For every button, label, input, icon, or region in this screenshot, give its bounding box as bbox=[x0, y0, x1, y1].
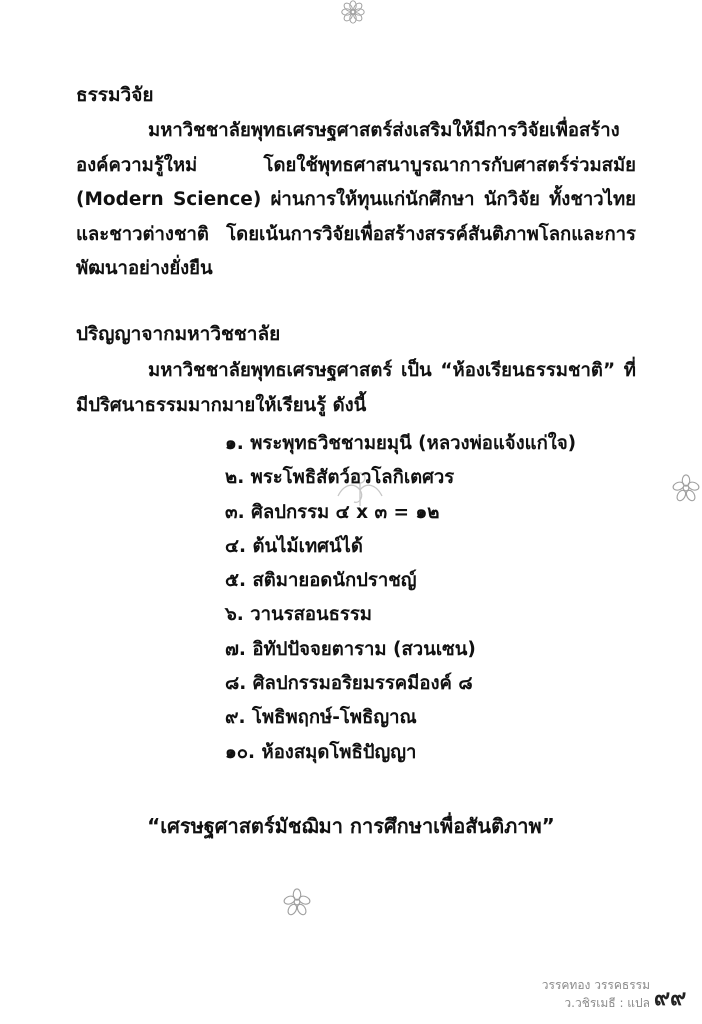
list-item: ๓. ศิลปกรรม ๔ x ๓ = ๑๒ bbox=[225, 501, 440, 523]
research-paragraph-text: มหาวิชชาลัยพุทธเศรษฐศาสตร์ส่งเสริมให้มีการวิจัยเพื่อสร้างองค์ความรู้ใหม่ โดยใช้พุทธศาสนาบูรณาการกับศาสตร์ร่วมสมัย (Modern Science) ผ่านการให้ทุนแก่นักศึกษา นักวิจัย ทั้งชาวไทยและชาวต่างชาติ โดยเน้นการวิจัยเพื่อสร้างสรรค์สันติภาพโลกและการพัฒนาอย่างยั่งยืน bbox=[76, 120, 636, 279]
flower-icon-bottom bbox=[283, 888, 311, 916]
list-item: ๙. โพธิพฤกษ์-โพธิญาณ bbox=[225, 707, 417, 729]
list-item: ๑๐. ห้องสมุดโพธิปัญญา bbox=[225, 741, 417, 763]
closing-quote: “เศรษฐศาสตร์มัชฌิมา การศึกษาเพื่อสันติภาพ” bbox=[147, 814, 555, 838]
research-paragraph bbox=[76, 114, 636, 287]
footer-book-title: วรรคทอง วรรคธรรม bbox=[541, 978, 650, 992]
page-number: ๙๙ bbox=[654, 986, 687, 1011]
section-heading-research: ธรรมวิจัย bbox=[76, 84, 154, 106]
list-item: ๘. ศิลปกรรมอริยมรรคมีองค์ ๘ bbox=[225, 673, 473, 695]
list-item: ๗. อิทัปปัจจยตาราม (สวนเซน) bbox=[225, 638, 476, 660]
degree-paragraph bbox=[76, 354, 636, 423]
list-item: ๔. ต้นไม้เทศน์ได้ bbox=[225, 535, 363, 557]
footer-translator: ว.วชิรเมธี : แปล bbox=[564, 996, 650, 1010]
list-item: ๖. วานรสอนธรรม bbox=[225, 604, 372, 626]
flower-icon-top bbox=[338, 0, 368, 24]
list-item: ๕. สติมายอดนักปราชญ์ bbox=[225, 570, 417, 592]
puzzle-list bbox=[225, 427, 576, 770]
section-heading-degree: ปริญญาจากมหาวิชชาลัย bbox=[76, 323, 281, 345]
list-item: ๒. พระโพธิสัตว์อวโลกิเตศวร bbox=[225, 467, 455, 489]
flower-icon-right bbox=[672, 474, 700, 502]
degree-paragraph-text: มหาวิชชาลัยพุทธเศรษฐศาสตร์ เป็น “ห้องเรียนธรรมชาติ” ที่มีปริศนาธรรมมากมายให้เรียนรู้ ดังนี้ bbox=[76, 360, 636, 416]
list-item: ๑. พระพุทธวิชชามยมุนี (หลวงพ่อแจ้งแก่ใจ) bbox=[225, 433, 577, 454]
page-footer bbox=[542, 976, 650, 1012]
